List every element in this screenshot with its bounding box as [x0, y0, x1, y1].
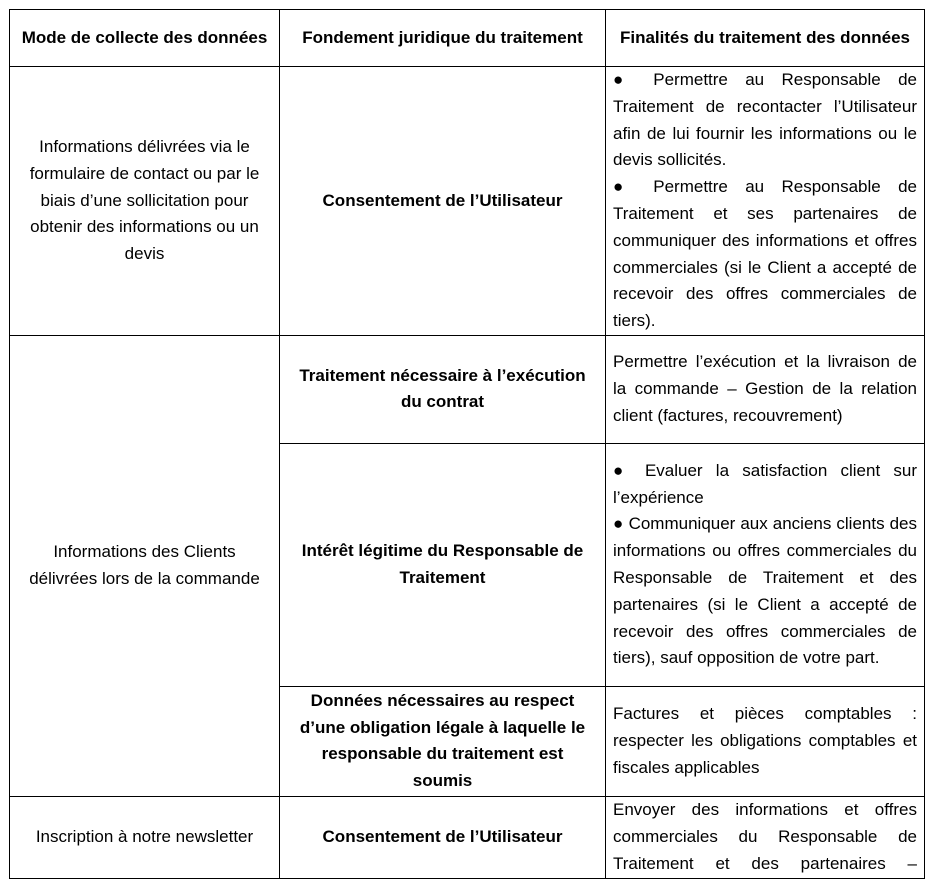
table-row	[10, 67, 925, 336]
purpose-item: ● Communiquer aux anciens clients des informations ou offres commerciales du Responsable de Traitement et des partenaires (si le Client a accepté de recevoir des offres commerciales de tiers), sauf opposition de votre part.	[613, 514, 917, 668]
table-row	[10, 335, 925, 443]
legal-basis-cell: Données nécessaires au respect d’une obligation légale à laquelle le responsable du traitement est soumis	[280, 686, 606, 796]
header-legal-basis: Fondement juridique du traitement	[280, 10, 606, 67]
legal-basis-cell: Consentement de l’Utilisateur	[280, 796, 606, 878]
purpose-item: ● Permettre au Responsable de Traitement de recontacter l’Utilisateur afin de lui fournir les informations ou le devis sollicités.	[613, 70, 917, 170]
data-processing-table	[9, 9, 925, 879]
table-row	[10, 796, 925, 878]
legal-basis-cell: Intérêt légitime du Responsable de Traitement	[280, 443, 606, 686]
purposes-cell	[606, 796, 925, 878]
header-purposes: Finalités du traitement des données	[606, 10, 925, 67]
purposes-cell	[606, 443, 925, 686]
purpose-item: ● Permettre au Responsable de Traitement et ses partenaires de communiquer des informations et offres commerciales (si le Client a accepté de recevoir des offres commerciales de tiers).	[613, 177, 917, 331]
collection-mode-cell: Informations délivrées via le formulaire de contact ou par le biais d’une sollicitation pour obtenir des informations ou un devis	[10, 67, 280, 336]
collection-mode-cell: Informations des Clients délivrées lors de la commande	[10, 335, 280, 796]
legal-basis-cell: Consentement de l’Utilisateur	[280, 67, 606, 336]
header-collection-mode: Mode de collecte des données	[10, 10, 280, 67]
purpose-item: ● Evaluer la satisfaction client sur l’expérience	[613, 460, 917, 507]
table-header-row	[10, 10, 925, 67]
purposes-cell	[606, 335, 925, 443]
purposes-cell	[606, 67, 925, 336]
legal-basis-cell: Traitement nécessaire à l’exécution du contrat	[280, 335, 606, 443]
purpose-item: Envoyer des informations et offres commerciales du Responsable de Traitement et des partenaires –	[613, 800, 917, 873]
purpose-item: Permettre l’exécution et la livraison de la commande – Gestion de la relation client (factures, recouvrement)	[613, 352, 917, 425]
purpose-item: Factures et pièces comptables : respecter les obligations comptables et fiscales applicables	[613, 704, 917, 777]
collection-mode-cell: Inscription à notre newsletter	[10, 796, 280, 878]
purposes-cell	[606, 686, 925, 796]
